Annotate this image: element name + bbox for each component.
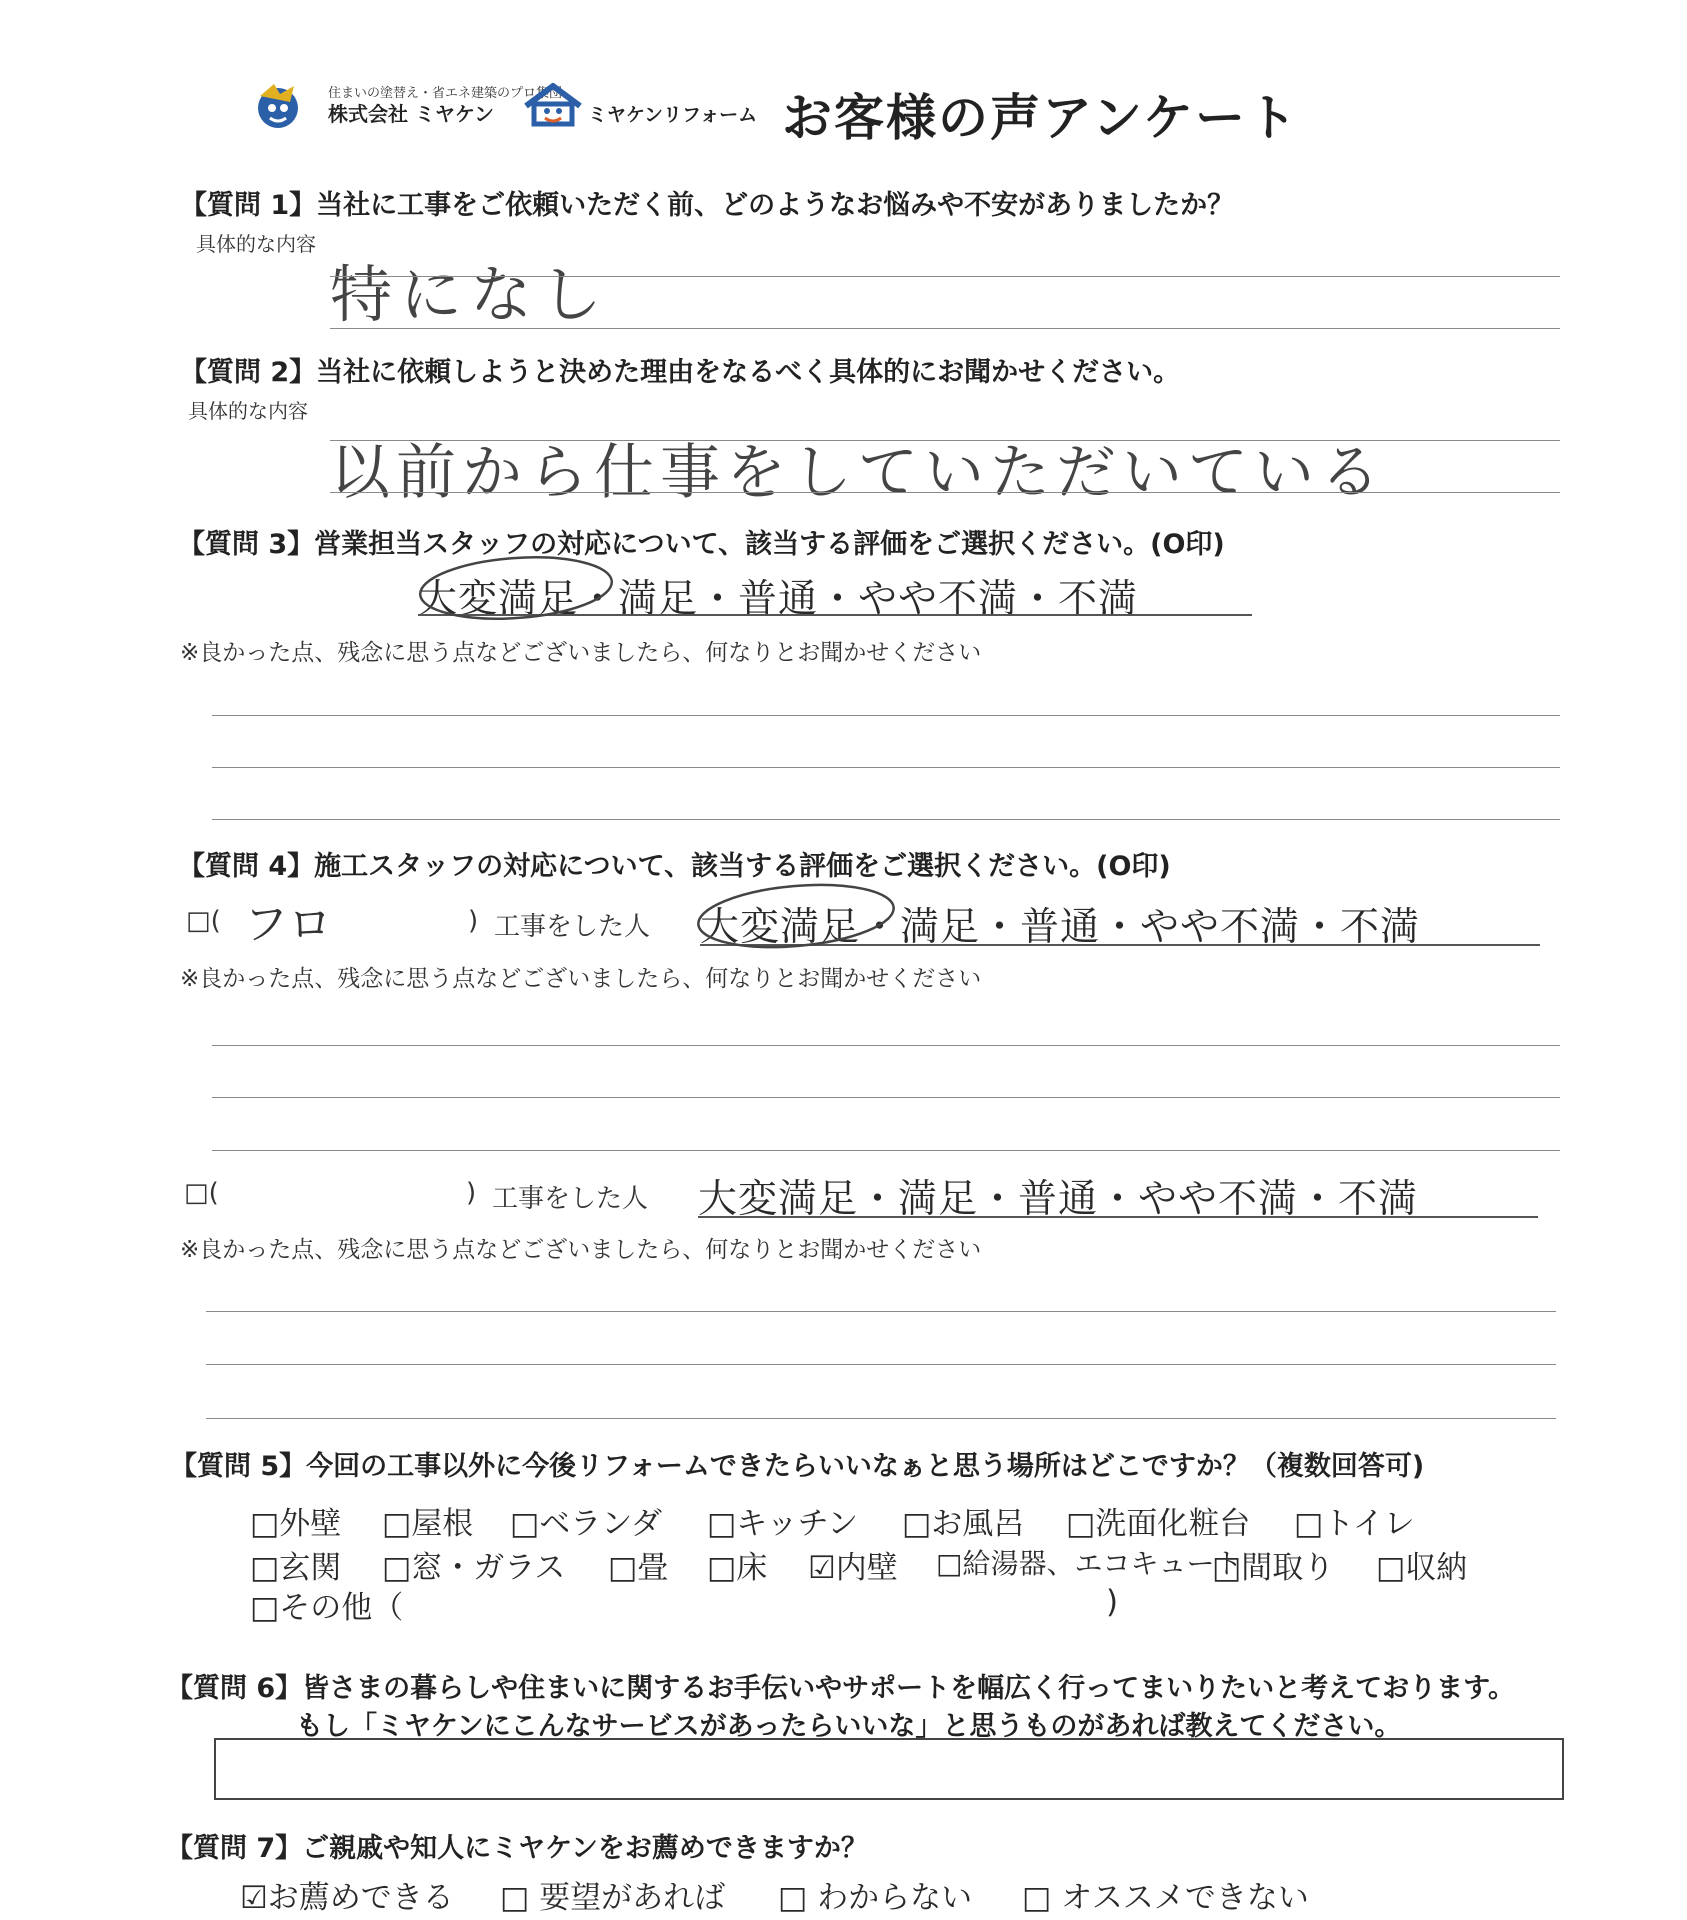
q5-option-interior-wall[interactable]: ☑内壁 (808, 1550, 898, 1586)
q3-comment-line (212, 819, 1560, 820)
question-6-line-2: もし「ミヤケンにこんなサービスがあったらいいな」と思うものがあれば教えてください。 (296, 1711, 1402, 1742)
q5-option-roof[interactable]: □屋根 (382, 1506, 474, 1542)
staff-1-comment-line (212, 1045, 1560, 1046)
staff-2-comment-line (206, 1418, 1556, 1419)
staff-2-label: 工事をした人 (492, 1184, 649, 1214)
q5-option-storage[interactable]: □収納 (1376, 1550, 1468, 1586)
staff-1-close-paren: ) (468, 906, 479, 936)
q5-option-floor[interactable]: □床 (707, 1550, 768, 1586)
question-3: 【質問 3】営業担当スタッフの対応について、該当する評価をご選択ください。(O印) (178, 529, 1225, 560)
staff-2-comment-line (206, 1311, 1556, 1312)
q5-option-kitchen[interactable]: □キッチン (707, 1506, 859, 1542)
q5-option-water-heater[interactable]: □給湯器、エコキュート (936, 1547, 1243, 1580)
question-7: 【質問 7】ご親戚や知人にミヤケンをお薦めできますか？ (166, 1833, 868, 1864)
q2-detail-label: 具体的な内容 (188, 399, 308, 423)
q7-option-if-requested[interactable]: □ 要望があれば (500, 1880, 726, 1916)
question-2: 【質問 2】当社に依頼しようと決めた理由をなるべく具体的にお聞かせください。 (180, 357, 1181, 388)
q1-answer-line (330, 328, 1560, 329)
staff-1-rating-underline (700, 944, 1540, 946)
q5-option-toilet[interactable]: □トイレ (1294, 1506, 1415, 1542)
staff-2-rating-underline (698, 1216, 1538, 1218)
q5-option-entrance[interactable]: □玄関 (250, 1550, 342, 1586)
staff-2-checkbox[interactable]: □( (184, 1178, 219, 1208)
q7-option-cannot-recommend[interactable]: □ オススメできない (1022, 1880, 1309, 1916)
staff-1-rating-scale[interactable]: 大変満足・満足・普通・やや不満・不満 (700, 905, 1421, 950)
q5-other-close-paren: ) (1106, 1584, 1119, 1620)
staff-1-checkbox[interactable]: □( (186, 906, 221, 936)
q7-option-recommend[interactable]: ☑お薦めできる (240, 1880, 454, 1916)
q7-option-dont-know[interactable]: □ わからない (778, 1880, 973, 1916)
staff-2-rating-scale[interactable]: 大変満足・満足・普通・やや不満・不満 (698, 1177, 1419, 1222)
q1-answer[interactable]: 特になし (330, 258, 611, 331)
staff-1-comment-line (212, 1150, 1560, 1151)
staff-2-comment-note: ※良かった点、残念に思う点などございましたら、何なりとお聞かせください (180, 1237, 982, 1263)
staff-2-comment-line (206, 1364, 1556, 1365)
q2-answer-line (330, 440, 1560, 441)
staff-1-comment-line (212, 1097, 1560, 1098)
question-6: 【質問 6】皆さまの暮らしや住まいに関するお手伝いやサポートを幅広く行ってまいりたいと考えております。 (166, 1673, 1516, 1704)
q1-detail-label: 具体的な内容 (196, 232, 316, 256)
company-name: 株式会社 ミヤケン (328, 102, 494, 126)
q5-option-bath[interactable]: □お風呂 (902, 1506, 1025, 1542)
q5-option-window-glass[interactable]: □窓・ガラス (382, 1550, 566, 1586)
staff-1-name[interactable]: フロ (244, 899, 332, 950)
question-1: 【質問 1】当社に工事をご依頼いただく前、どのようなお悩みや不安がありましたか？ (180, 190, 1235, 221)
q5-option-vanity[interactable]: □洗面化粧台 (1066, 1506, 1251, 1542)
q5-option-tatami[interactable]: □畳 (608, 1550, 669, 1586)
q5-option-exterior-wall[interactable]: □外壁 (250, 1506, 342, 1542)
q5-option-veranda[interactable]: □ベランダ (510, 1506, 663, 1542)
company-tagline: 住まいの塗替え・省エネ建築のプロ集団 (328, 86, 563, 101)
q2-answer[interactable]: 以前から仕事をしていただいている (330, 438, 1386, 508)
q5-option-other[interactable]: □その他（ (250, 1590, 404, 1626)
survey-title: お客様の声アンケート (782, 89, 1299, 147)
house-smile-logo-icon (518, 82, 588, 128)
q1-answer-line (330, 276, 1560, 277)
q3-rating-underline (418, 614, 1252, 616)
question-5: 【質問 5】今回の工事以外に今後リフォームできたらいいなぁと思う場所はどこですか？（複数回答可) (170, 1451, 1425, 1482)
reform-brand-name: ミヤケンリフォーム (588, 104, 758, 126)
q3-comment-line (212, 715, 1560, 716)
mascot-logo-icon (250, 78, 306, 130)
staff-2-close-paren: ) (466, 1178, 477, 1208)
q2-answer-line (330, 492, 1560, 493)
q5-option-layout[interactable]: □間取り (1212, 1550, 1335, 1586)
staff-1-label: 工事をした人 (494, 912, 651, 942)
q6-answer-box[interactable] (214, 1738, 1564, 1800)
staff-1-comment-note: ※良かった点、残念に思う点などございましたら、何なりとお聞かせください (180, 966, 982, 992)
q3-comment-note: ※良かった点、残念に思う点などございましたら、何なりとお聞かせください (180, 640, 982, 666)
question-4: 【質問 4】施工スタッフの対応について、該当する評価をご選択ください。(O印) (178, 851, 1171, 882)
q3-rating-scale[interactable]: 大変満足・満足・普通・やや不満・不満 (418, 577, 1139, 622)
q3-comment-line (212, 767, 1560, 768)
